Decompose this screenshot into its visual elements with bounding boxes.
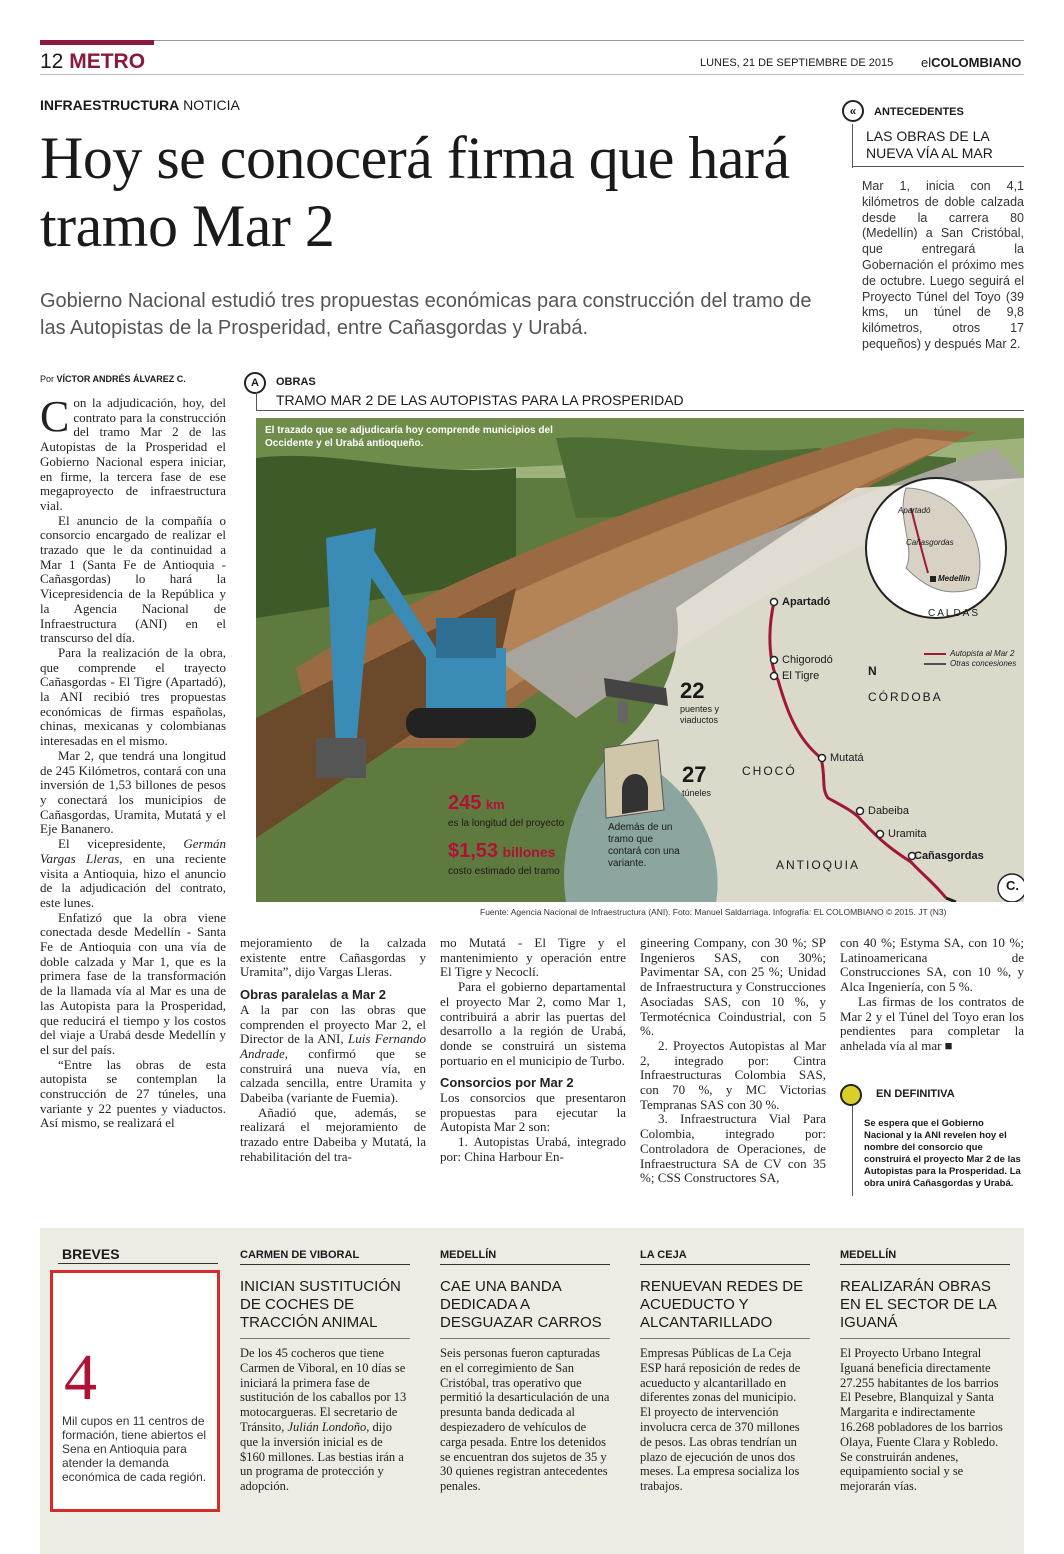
- paragraph: Para la realización de la obra, que comprende el trayecto Cañasgordas - El Tigre (Apartadó), la ANI recibió tres propuestas económicas de firmas españolas, chinas, mexicanas y colombianas interesadas en el mismo.: [40, 644, 226, 749]
- variant-note: Además de un tramo que contará con una variante.: [608, 822, 680, 869]
- end-mark-icon: ■: [944, 1037, 953, 1053]
- article-column-1: [40, 392, 226, 1131]
- headline: Hoy se conocerá firma que hará tramo Mar 2: [40, 125, 790, 259]
- article-column-4: [640, 936, 826, 1186]
- inset-town-label: Cañasgordas: [906, 538, 954, 547]
- paragraph: El vicepresidente, Germán Vargas Lleras, en una reciente visita a Antioquia, hizo el anuncio de la adjudicación del contrato, este lunes.: [40, 836, 226, 910]
- dropcap: C: [40, 392, 70, 441]
- brief-rule: [440, 1264, 610, 1265]
- breves-highlight-text: Mil cupos en 11 centros de formación, tiene abiertos el Sena en Antioquia para atender la demanda económica de cada región.: [62, 1414, 207, 1484]
- brief-item: [840, 1249, 1010, 1494]
- north-arrow: N: [868, 664, 877, 678]
- town-label: Apartadó: [782, 596, 831, 608]
- cost-stat: $1,53 billones: [448, 840, 556, 862]
- paragraph: Mar 2, que tendrá una longitud de 245 Kilómetros, contará con una inversión de 1,53 billones de pesos y conectará los municipios de Cañasgordas, Uramita, Mutatá y el Eje Bananero.: [40, 747, 226, 837]
- paragraph: gineering Company, con 30 %; SP Ingenieros SAS, con 30%; Pavimentar SA, con 25 %; Unidad de Infraestructura y Construcciones Asociadas SAS, con 10 %, y Termotécnica Coindustrial, con 5 %.: [640, 935, 826, 1039]
- inset-region-label: CALDAS: [928, 608, 981, 619]
- antecedentes-title: LAS OBRAS DE LA NUEVA VÍA AL MAR: [866, 128, 993, 161]
- section-color-bar: [40, 40, 154, 45]
- infographic-title-rule: [256, 410, 1024, 411]
- cost-label: costo estimado del tramo: [448, 866, 560, 877]
- length-label: es la longitud del proyecto: [448, 818, 565, 829]
- brief-item: [440, 1249, 610, 1494]
- checkerboard-icon: [840, 1084, 862, 1106]
- town-label: Dabeiba: [868, 805, 909, 817]
- antecedentes-rule-bottom: [852, 166, 1024, 167]
- infographic-source: Fuente: Agencia Nacional de Infraestructura (ANI). Foto: Manuel Saldarriaga. Infografía: EL COLOMBIANO © 2015. JT (N3): [480, 907, 947, 917]
- antecedentes-label: ANTECEDENTES: [874, 106, 964, 118]
- town-label: El Tigre: [782, 670, 820, 682]
- article-kicker: INFRAESTRUCTURA NOTICIA: [40, 97, 240, 113]
- bridges-label: puentes y viaductos: [680, 704, 720, 725]
- newspaper-brand: elCOLOMBIANO: [921, 55, 1022, 70]
- antecedentes-body: Mar 1, inicia con 4,1 kilómetros de doble calzada desde la carrera 80 (Medellín) a San Cristóbal, que entregará la Gobernación el próximo mes de octubre. Luego seguirá el Proyecto Túnel del Toyo (39 kms, un túnel de 9,8 kilómetros, otros 17 pequeños) y después Mar 2.: [862, 179, 1024, 351]
- paragraph: Enfatizó que la obra viene conectada desde Medellín - Santa Fe de Antioquia con una vía de doble calzada y Mar 1, que es la primera fase de la transformación de la llamada vía al Mar es una de las Autopista para la Prosperidad, que reducirá el tiempo y los costos del viaje a Urabá desde Medellín y el sur del país.: [40, 909, 226, 1057]
- road-icon: A: [244, 372, 266, 394]
- brief-title: REALIZARÁN OBRAS EN EL SECTOR DE LA IGUANÁ: [840, 1278, 1010, 1339]
- brief-kicker: CARMEN DE VIBORAL: [240, 1249, 360, 1261]
- paragraph: A la par con las obras que comprenden el proyecto Mar 2, el Director de la ANI, Luis Fernando Andrade, confirmó que se construirá una nueva vía, en calzada sencilla, entre Uramita y Dabeiba (variante de Fuemia).: [240, 1001, 426, 1106]
- infographic-rule: [256, 392, 257, 410]
- paragraph: “Entre las obras de esta autopista se contemplan la construcción de 27 túneles, una variante y 22 puentes y viaductos. Así mismo, se realizará el: [40, 1056, 226, 1131]
- brief-rule: [840, 1264, 1010, 1265]
- paragraph: Añadió que, además, se realizará el mejoramiento de trazado entre Dabeiba y Mutatá, la rehabilitación del tra-: [240, 1104, 426, 1164]
- length-stat: 245 km: [448, 792, 505, 814]
- brief-rule: [240, 1264, 410, 1265]
- subheading: Obras paralelas a Mar 2: [240, 987, 386, 1003]
- infographic-label: OBRAS: [276, 376, 316, 388]
- paragraph: Para el gobierno departamental el proyecto Mar 2, como Mar 1, contribuirá a abrir las puertas del desarrollo a la región de Urabá, donde se construirá un sistema portuario en el municipio de Turbo.: [440, 979, 626, 1068]
- brief-title: INICIAN SUSTITUCIÓN DE COCHES DE TRACCIÓN ANIMAL: [240, 1278, 410, 1339]
- article-column-3: [440, 936, 626, 1165]
- infographic-title: TRAMO MAR 2 DE LAS AUTOPISTAS PARA LA PROSPERIDAD: [276, 392, 684, 408]
- antecedentes-rule: [852, 124, 853, 168]
- paragraph: con 40 %; Estyma SA, con 10 %; Latinoamericana de Construcciones SA, con 10 %, y Alca Ingeniería, con 5 %.: [840, 935, 1024, 995]
- definitiva-label: EN DEFINITIVA: [876, 1088, 955, 1100]
- town-label: Cañasgordas: [914, 850, 984, 862]
- town-label: Mutatá: [830, 752, 864, 764]
- paragraph: El anuncio de la compañía o consorcio encargado de realizar el trazado que le da continuidad a Mar 1 (Santa Fe de Antioquia - Cañasgordas) lo hará la Vicepresidencia de la República y la Agencia Nacional de Infraestructura (ANI) en el transcurso del día.: [40, 512, 226, 646]
- brief-body: El Proyecto Urbano Integral Iguaná beneficia directamente 27.255 habitantes de los barrios El Pesebre, Blanquizal y Santa Margarita e indirectamente 16.268 pobladores de los barrios Olaya, Fuente Clara y Robledo. Se construirán andenes, equipamiento social y se mejorarán vías.: [840, 1346, 1003, 1494]
- definitiva-rule: [852, 1106, 853, 1196]
- breves-highlight-number: 4: [64, 1341, 97, 1414]
- brief-kicker: LA CEJA: [640, 1249, 687, 1261]
- brand-mark: C.: [1006, 878, 1019, 893]
- legend-mar2: Autopista al Mar 2: [950, 649, 1015, 658]
- region-label: ANTIOQUIA: [776, 858, 861, 872]
- tunnels-value: 27: [682, 762, 707, 787]
- paragraph: Con la adjudicación, hoy, del contrato para la construcción del tramo Mar 2 de las Autopistas de la Prosperidad el Gobierno Nacional espera iniciar, en firme, la tercera fase de ese megaproyecto de infraestructura vial.: [40, 392, 226, 513]
- header-date: LUNES, 21 DE SEPTIEMBRE DE 2015: [700, 57, 894, 69]
- double-chevron-left-icon: «: [842, 100, 864, 122]
- brief-item: [240, 1249, 410, 1494]
- infographic-caption: El trazado que se adjudicaría hoy comprende municipios del Occidente y el Urabá antioqueño.: [265, 425, 553, 449]
- paragraph: Los consorcios que presentaron propuestas para ejecutar la Autopista Mar 2 son:: [440, 1090, 626, 1135]
- byline: Por VÍCTOR ANDRÉS ÁLVAREZ C.: [40, 374, 186, 384]
- header-rule: [40, 74, 1024, 75]
- breves-rule: [58, 1263, 218, 1264]
- brief-kicker: MEDELLÍN: [440, 1249, 497, 1261]
- page-number: 12 METRO: [40, 50, 146, 73]
- brief-body: Seis personas fueron capturadas en el corregimiento de San Cristóbal, tras operativo que permitió la desarticulación de una presunta banda dedicada al despiezadero de vehículos de carga pesada. Entre los detenidos se encuentran dos sujetos de 35 y 30 quienes registran antecedentes penales.: [440, 1346, 610, 1494]
- definitiva-text: Se espera que el Gobierno Nacional y la ANI revelen hoy el nombre del consorcio que construirá el proyecto Mar 2 de las Autopistas para la Prosperidad. La obra unirá Cañasgordas y Urabá.: [864, 1118, 1021, 1189]
- inset-town-label: Medellín: [938, 574, 971, 583]
- paragraph: 3. Infraestructura Vial Para Colombia, integrado por: Controladora de Operaciones, de Infraestructura SA de CV con 35 %; CSS Constructores SA,: [640, 1111, 826, 1186]
- legend-other: Otras concesiones: [950, 659, 1017, 668]
- person-name: Germán Vargas Lleras: [40, 836, 226, 866]
- person-name: Luis Fernando Andrade: [240, 1031, 426, 1061]
- paragraph: mejoramiento de la calzada existente entre Cañasgordas y Uramita”, dijo Vargas Lleras.: [240, 935, 426, 980]
- brief-title: RENUEVAN REDES DE ACUEDUCTO Y ALCANTARILLADO: [640, 1278, 810, 1339]
- subheading: Consorcios por Mar 2: [440, 1075, 574, 1091]
- top-rule: [40, 40, 1024, 41]
- article-column-5: [840, 936, 1024, 1054]
- region-label: CÓRDOBA: [868, 690, 943, 704]
- town-label: Chigorodó: [782, 654, 833, 666]
- tunnels-label: túneles: [682, 788, 712, 798]
- paragraph: 2. Proyectos Autopistas al Mar 2, integrado por: Cintra Infraestructuras Colombia SAS, con 70 %, y MC Victorias Tempranas SAS con 30 %.: [640, 1037, 826, 1112]
- brief-item: [640, 1249, 810, 1494]
- infographic-panel: [256, 418, 1024, 902]
- paragraph: Las firmas de los contratos de Mar 2 y el Túnel del Toyo eran los pendientes para completar la anhelada vía al mar ■: [840, 993, 1024, 1053]
- brief-title: CAE UNA BANDA DEDICADA A DESGUAZAR CARROS: [440, 1278, 610, 1339]
- bridges-value: 22: [680, 678, 705, 703]
- brief-body: Empresas Públicas de La Ceja ESP hará reposición de redes de acueducto y alcantarillado en diferentes zonas del municipio. El proyecto de intervención involucra cerca de 370 millones de pesos. Las obras tendrían un plazo de ejecución de unos dos meses. La empresa socializa los trabajos.: [640, 1346, 801, 1494]
- brief-kicker: MEDELLÍN: [840, 1249, 897, 1261]
- deck: Gobierno Nacional estudió tres propuestas económicas para construcción del tramo de las Autopistas de la Prosperidad, entre Cañasgordas y Urabá.: [40, 290, 812, 339]
- article-column-2: [240, 936, 426, 1165]
- breves-label: BREVES: [62, 1246, 120, 1262]
- section-name: METRO: [69, 50, 146, 73]
- inset-town-label: Apartadó: [898, 506, 931, 515]
- paragraph: mo Mutatá - El Tigre y el mantenimiento y operación entre El Tigre y Necoclí.: [440, 935, 626, 980]
- town-label: Uramita: [888, 828, 927, 840]
- brief-body: De los 45 cocheros que tiene Carmen de Viboral, en 10 días se iniciará la primera fase de sustitución de los caballos por 13 motocargueras. El secretario de Tránsito, Julián Londoño, dijo que la inversión inicial es de $160 millones. Las bestias irán a un programa de protección y adopción.: [240, 1346, 407, 1494]
- paragraph: 1. Autopistas Urabá, integrado por: China Harbour En-: [440, 1134, 626, 1164]
- brief-rule: [640, 1264, 810, 1265]
- region-label: CHOCÓ: [742, 764, 797, 778]
